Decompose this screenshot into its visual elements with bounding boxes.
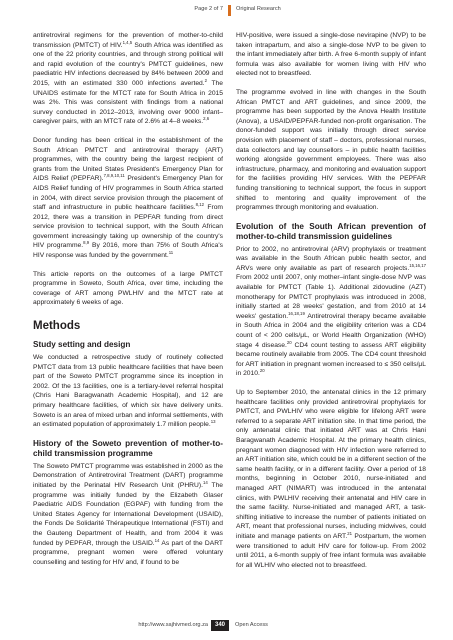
- heading-study-setting: Study setting and design: [33, 340, 131, 350]
- header-accent-bar: [228, 5, 231, 16]
- section-label: Original Research: [236, 6, 281, 12]
- page-number-badge: 340: [211, 620, 229, 631]
- page-indicator: Page 2 of 7: [194, 6, 223, 12]
- paragraph-dart-continued: HIV-positive, were issued a single-dose nevirapine (NVP) to be taken intrapartum, and also a single-dose NVP to be given to the infant immediately after birth. A free 6-month supply of infant formula was also available for women living with HIV who elected not to breastfeed.: [236, 32, 426, 78]
- heading-programme-history: History of the Soweto prevention of mother-to-child transmission programme: [33, 438, 223, 458]
- right-column: [236, 31, 426, 579]
- left-column: [33, 31, 223, 576]
- journal-url-link[interactable]: http://www.sajhivmed.org.za: [138, 622, 208, 628]
- heading-methods: Methods: [33, 320, 81, 333]
- open-access-label: Open Access: [235, 622, 268, 628]
- paragraph-nimart: Up to September 2010, the antenatal clinics in the 12 primary healthcare facilities only provided antiretroviral prophylaxis for PMTCT, and PWLHIV who were eligible for lifelong ART were referred to a separate ART initiation site. In that time period, the only antenatal clinic that initiated ART was at Chris Hani Baragwanath Academic Hospital. At the primary health clinics, pregnant women diagnosed with HIV infection were referred to an ART initiation site, which could be in a different section of the same health facility, or in a different facility. Over a period of 18 months, beginning in October 2010, nurse-initiated and managed ART (NIMART) was introduced in the antenatal clinics, with PWLHIV receiving their antenatal and HIV care in the same facility. Nurse-initiated and managed ART, a task-shifting initiative to increase the number of patients initiated on ART, meant that professional nurses, including midwives, could initiate and manage patients on ART.$^{21}$ Postpartum, the women were transitioned to adult HIV care for follow-up. From 2002 until 2011, a 6-month supply of free infant formula was available for all WLHIV who elected not to breastfeed.: [236, 389, 426, 569]
- page-footer: [0, 620, 453, 634]
- paragraph-article-aim: This article reports on the outcomes of a large PMTCT programme in Soweto, South Africa, over time, including the coverage of ART among PWLHIV and the MTCT rate at approximately 6 weeks of age.: [33, 270, 223, 307]
- paragraph-donor-funding: Donor funding has been critical in the establishment of the South African PMTCT and antiretroviral therapy (ART) programmes, with the country being the largest recipient of grants from the United States President's Emergency Plan for AIDS Relief (PEPFAR).$^{7,8,9,10,11}$ President's Emergency Plan for AIDS Relief funding of HIV programmes in South Africa started in 2004, with direct service provision through the placement of staff and infrastructure in public healthcare facilities.$^{8,12}$ From 2012, there was a transition in PEPFAR funding from direct service provision to technical support, with the South African government increasingly taking up ownership of the country's HIV programme.$^{8,9}$ By 2016, more than 75% of South Africa's HIV response was funded by the government.$^{11}$: [33, 136, 223, 260]
- paragraph-intro: antiretroviral regimens for the prevention of mother-to-child transmission (PMTCT) of HIV.$^{1,4,5}$ South Africa was identified as one of the 22 priority countries, and through strong political will and rapid evolution of the country's PMTCT guidelines, new paediatric HIV infections decreased by 84% between 2009 and 2015, with an estimated 330 000 infections averted.$^2$ The UNAIDS estimate for the MTCT rate for South Africa in 2015 was 2%. This was consistent with findings from a national survey conducted in 2012–2013, involving over 9000 infant–caregiver pairs, with an MTCT rate of 2.6% at 4–8 weeks.$^{2,6}$: [33, 32, 223, 126]
- paragraph-programme-evolution: The programme evolved in line with changes in the South African PMTCT and ART guidelines, and since 2009, the programme has been supported by the Anova Health Institute (Anova), a USAID/PEPFAR-funded non-profit organisation. The donor-funded support was initially through direct service provision with placement of staff – doctors, professional nurses, data collectors and lay counsellors – in public health facilities working alongside government employees. There was also infrastructure, pharmacy, and monitoring and evaluation support for the facilities providing HIV services. With the PEPFAR funding transitioning to technical support, the focus in support shifted to mentoring and quality improvement of the programmes through monitoring and evaluation.: [236, 88, 426, 212]
- heading-guideline-evolution: Evolution of the South African prevention of mother-to-child transmission guidelines: [236, 221, 426, 241]
- paragraph-guidelines: Prior to 2002, no antiretroviral (ARV) prophylaxis or treatment was available in the South African public health sector, and ARVs were only available as part of research projects.$^{15,16,17}$ From 2002 until 2007, only mother–infant single-dose NVP was available for PMTCT (Table 1). Additional zidovudine (AZT) monotherapy for PMTCT prophylaxis was introduced in 2008, initially started at 28 weeks' gestation, and from 2010 at 14 weeks' gestation.$^{16,18,19}$ Antiretroviral therapy became available in South Africa in 2004 and the eligibility criterion was a CD4 count of < 200 cells/μL, or World Health Organization (WHO) stage 4 disease.$^{20}$ CD4 count testing to assess ART eligibility became routinely available from 2005. The CD4 count threshold for ART initiation in pregnant women increased to ≤ 350 cells/μL in 2010.20: [236, 245, 426, 378]
- paragraph-study-setting: We conducted a retrospective study of routinely collected PMTCT data from 13 public healthcare facilities that have been part of the Soweto PMTCT programme since its inception in 2002. Of the 13 facilities, one is a tertiary-level referral hospital (Chris Hani Baragwanath Academic Hospital), and 12 are primary healthcare facilities, of which six have delivery units. Soweto is an area of mixed urban and informal settlements, with an estimated population of approximately 1.7 million people.$^{13}$: [33, 354, 223, 429]
- page-header: [0, 6, 453, 20]
- paragraph-programme-history: The Soweto PMTCT programme was established in 2000 as the Demonstration of Antiretroviral Treatment (DART) programme initiated by the Perinatal HIV Research Unit (PHRU).$^{14}$ The programme was initially funded by the Elizabeth Glaser Paediatric AIDS Foundation (EGPAF) with funding from the United States Agency for International Development (USAID), the Fonds De Solidarité Thérapeutique International (FSTI) and the Gauteng Department of Health, and from 2004 it was funded by PEPFAR, through the USAID.$^{14}$ As part of the DART programme, pregnant women were offered voluntary counselling and testing for HIV and, if found to be: [33, 462, 224, 566]
